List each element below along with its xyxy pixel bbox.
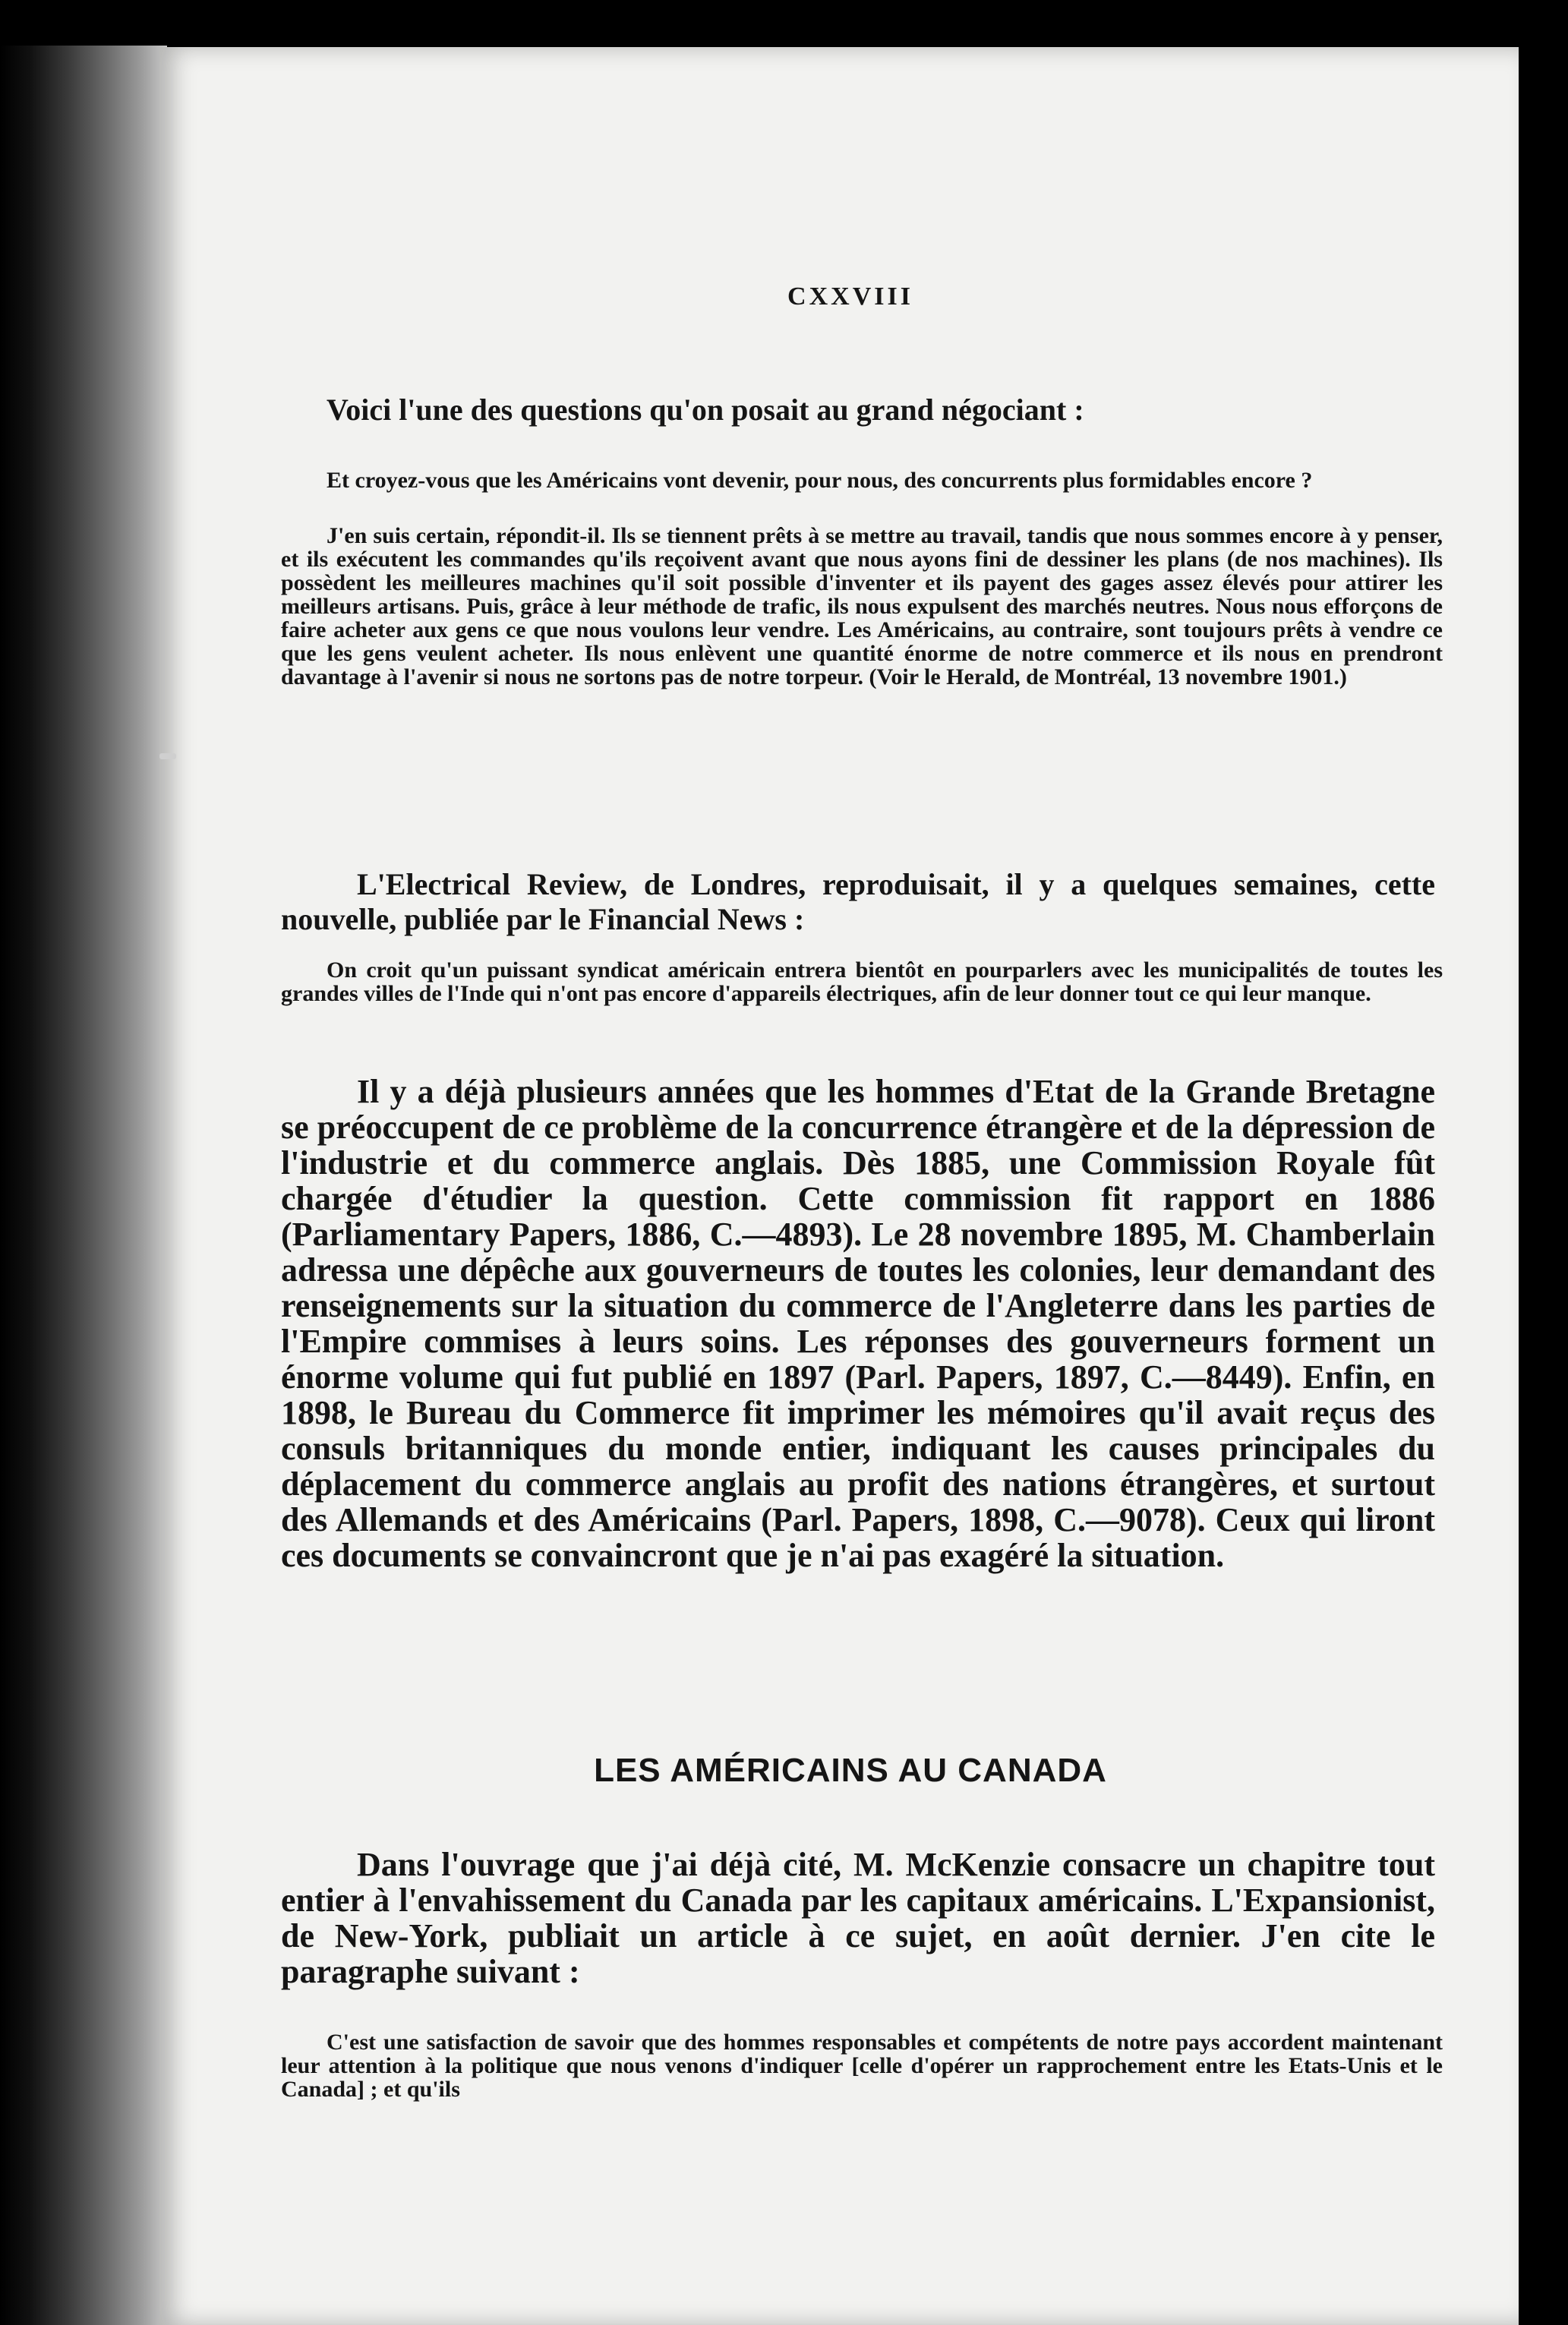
intro-paragraph: Voici l'une des questions qu'on posait au grand négociant : <box>327 393 1084 427</box>
book-binding-shadow <box>0 46 167 2325</box>
page-number: CXXVIII <box>787 282 913 311</box>
quote-question: Et croyez-vous que les Américains vont devenir, pour nous, des concurrents plus formidables encore ? <box>327 468 1313 493</box>
expansionist-quote: C'est une satisfaction de savoir que des hommes responsables et compétents de notre pays accordent maintenant leur attention à la politique que nous venons d'indiquer [celle d'opérer un rapprochement entre les Etats-Unis et le Canada] ; et qu'ils <box>281 2030 1443 2102</box>
syndicate-quote: On croit qu'un puissant syndicat américain entrera bientôt en pourparlers avec les municipalités de toutes les grandes villes de l'Inde qui n'ont pas encore d'appareils électriques, afin de leur donner tout ce qui leur manque. <box>281 957 1443 1006</box>
quote-answer: J'en suis certain, répondit-il. Ils se tiennent prêts à se mettre au travail, tandis que nous sommes encore à y penser, et ils exécutent les commandes qu'ils reçoivent avant que nous ayons fini de dessiner les plans (de nos machines). Ils possèdent les meilleures machines qu'il soit possible d'inventer et ils payent des gages assez élevés pour attirer les meilleurs artisans. Puis, grâce à leur méthode de trafic, ils nous expulsent des marchés neutres. Nous nous efforçons de faire acheter aux gens ce que nous voulons leur vendre. Les Américains, au contraire, sont toujours prêts à vendre ce que les gens veulent acheter. Ils nous enlèvent une quantité énorme de notre commerce et ils nous en prendront davantage à l'avenir si nous ne sortons pas de notre torpeur. (Voir le Herald, de Montréal, 13 novembre 1901.) <box>281 523 1443 689</box>
book-page <box>159 47 1519 2325</box>
mckenzie-paragraph: Dans l'ouvrage que j'ai déjà cité, M. McKenzie consacre un chapitre tout entier à l'envahissement du Canada par les capitaux américains. L'Expansionist, de New-York, publiait un article à ce sujet, en août dernier. J'en cite le paragraphe suivant : <box>281 1846 1435 1990</box>
main-paragraph: Il y a déjà plusieurs années que les hommes d'Etat de la Grande Bretagne se préoccupent de ce problème de la concurrence étrangère et de la dépression de l'industrie et du commerce anglais. Dès 1885, une Commission Royale fût chargée d'étudier la question. Cette commission fit rapport en 1886 (Parliamentary Papers, 1886, C.—4893). Le 28 novembre 1895, M. Chamberlain adressa une dépêche aux gouverneurs de toutes les colonies, leur demandant des renseignements sur la situation du commerce de l'Angleterre dans les parties de l'Empire commises à leurs soins. Les réponses des gouverneurs forment un énorme volume qui fut publié en 1897 (Parl. Papers, 1897, C.—8449). Enfin, en 1898, le Bureau du Commerce fit imprimer les mémoires qu'il avait reçus des consuls britanniques du monde entier, indiquant les causes principales du déplacement du commerce anglais au profit des nations étrangères, et surtout des Allemands et des Américains (Parl. Papers, 1898, C.—9078). Ceux qui liront ces documents se convaincront que je n'ai pas exagéré la situation. <box>281 1073 1435 1574</box>
electrical-review-paragraph: L'Electrical Review, de Londres, reproduisait, il y a quelques semaines, cette nouvelle, publiée par le Financial News : <box>281 867 1435 936</box>
margin-mark <box>159 753 176 759</box>
section-heading: LES AMÉRICAINS AU CANADA <box>594 1752 1107 1789</box>
